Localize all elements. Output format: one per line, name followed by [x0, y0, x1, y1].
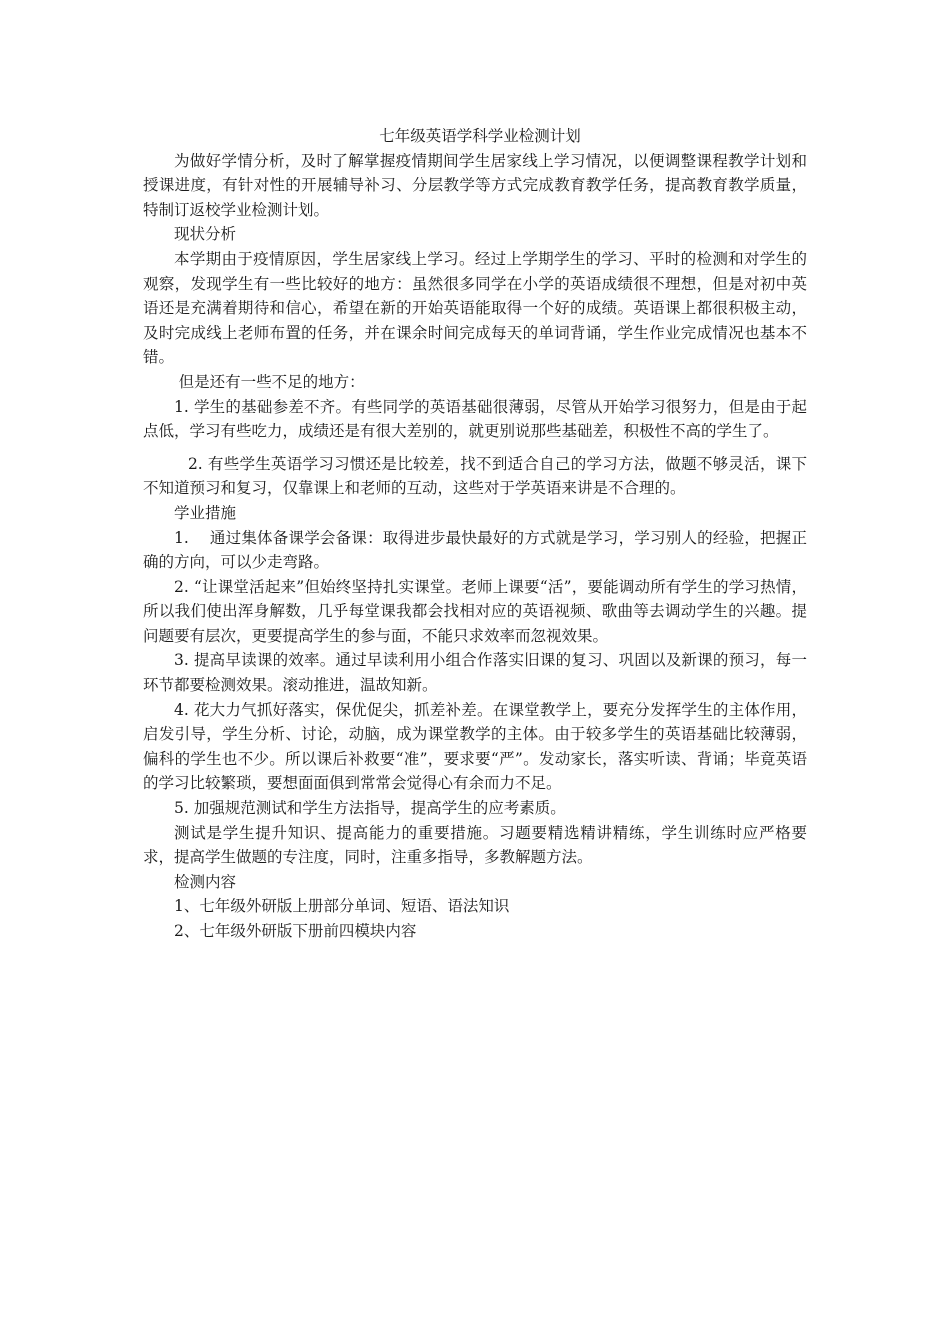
document-page	[143, 124, 807, 944]
measures-closing: 测试是学生提升知识、提高能力的重要措施。习题要精选精讲精练，学生训练时应严格要求，提高学生做题的专注度，同时，注重多指导，多教解题方法。	[143, 823, 807, 867]
content-item-1: 1、七年级外研版上册部分单词、短语、语法知识	[174, 897, 510, 916]
content-item-2: 2、七年级外研版下册前四模块内容	[174, 922, 417, 940]
measure-item-5: 5. 加强规范测试和学生方法指导，提高学生的应考素质。	[174, 799, 566, 818]
document-title: 七年级英语学科学业检测计划	[379, 127, 581, 145]
section-heading-measures: 学业措施	[174, 503, 237, 522]
shortcoming-intro: 但是还有一些不足的地方：	[178, 372, 365, 391]
measure-item-1: 1. 通过集体备课学会备课：取得进步最快最好的方式就是学习，学习别人的经验，把握正确的方向，可以少走弯路。	[143, 528, 807, 572]
section-heading-status: 现状分析	[174, 225, 237, 244]
intro-paragraph: 为做好学情分析，及时了解掌握疫情期间学生居家线上学习情况，以便调整课程教学计划和授课进度，有针对性的开展辅导补习、分层教学等方式完成教育教学任务，提高教育教学质量，特制订返校学业检测计划。	[143, 151, 807, 219]
shortcoming-item-2: 2. 有些学生英语学习习惯还是比较差，找不到适合自己的学习方法，做题不够灵活，课下不知道预习和复习，仅靠课上和老师的互动，这些对于学英语来讲是不合理的。	[143, 454, 807, 498]
shortcoming-item-1: 1. 学生的基础参差不齐。有些同学的英语基础很薄弱，尽管从开始学习很努力，但是由于起点低，学习有些吃力，成绩还是有很大差别的，就更别说那些基础差，积极性不高的学生了。	[143, 397, 807, 441]
measure-item-4: 4. 花大力气抓好落实，保优促尖，抓差补差。在课堂教学上，要充分发挥学生的主体作用，启发引导，学生分析、讨论，动脑，成为课堂教学的主体。由于较多学生的英语基础比较薄弱，偏科的学生也不少。所以课后补救要“准”，要求要“严”。发动家长，落实听读、背诵；毕竟英语的学习比较繁琐，要想面面俱到常常会觉得心有余而力不足。	[143, 700, 807, 793]
measure-item-3: 3. 提高早读课的效率。通过早读利用小组合作落实旧课的复习、巩固以及新课的预习，每一环节都要检测效果。滚动推进，温故知新。	[143, 651, 807, 695]
status-paragraph: 本学期由于疫情原因，学生居家线上学习。经过上学期学生的学习、平时的检测和对学生的观察，发现学生有一些比较好的地方：虽然很多同学在小学的英语成绩很不理想，但是对初中英语还是充满着期待和信心，希望在新的开始英语能取得一个好的成绩。英语课上都很积极主动，及时完成线上老师布置的任务，并在课余时间完成每天的单词背诵，学生作业完成情况也基本不错。	[143, 249, 807, 367]
section-heading-content: 检测内容	[174, 872, 237, 891]
measure-item-2: 2. “让课堂活起来”但始终坚持扎实课堂。老师上课要“活”，要能调动所有学生的学习热情，所以我们使出浑身解数，几乎每堂课我都会找相对应的英语视频、歌曲等去调动学生的兴趣。提问题要有层次，更要提高学生的参与面，不能只求效率而忽视效果。	[143, 577, 807, 645]
